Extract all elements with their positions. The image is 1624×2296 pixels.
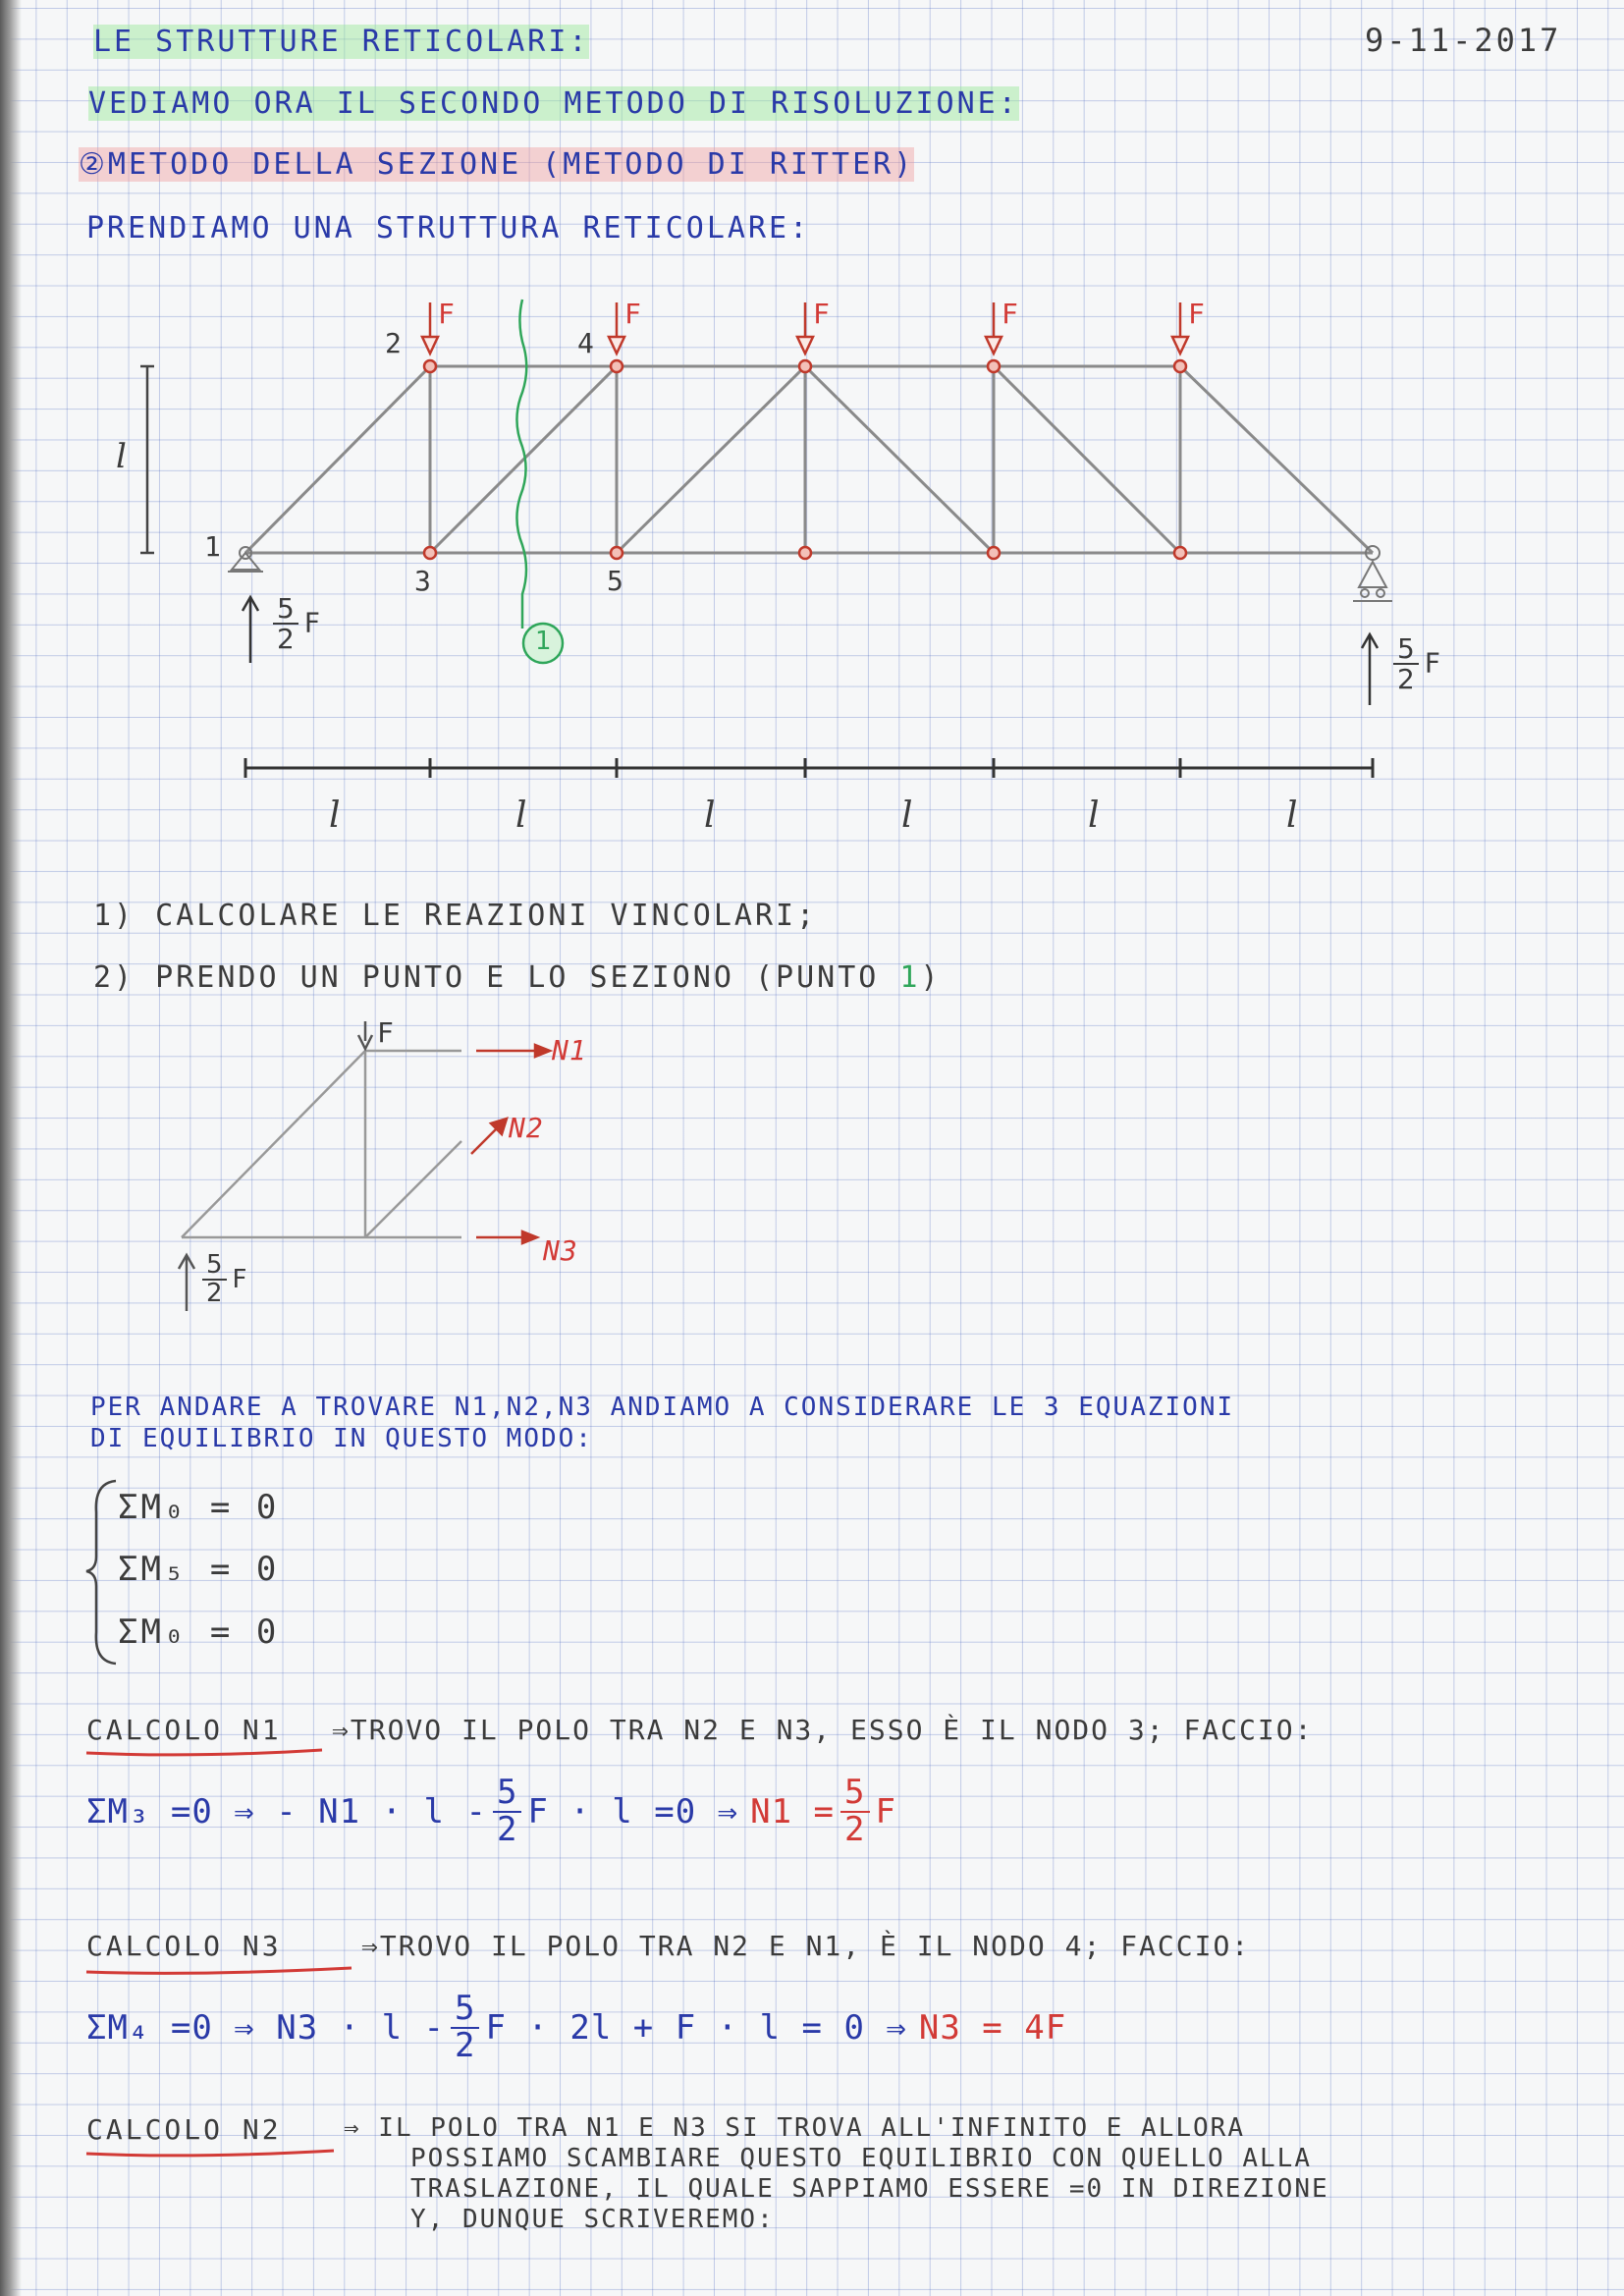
equation-system-brace — [86, 1481, 116, 1664]
span-label-4: l — [901, 795, 916, 836]
force-arrow-n2 — [471, 1126, 499, 1154]
calc-n1-desc: ⇒TROVO IL POLO TRA N2 E N3, ESSO È IL NODO 3; FACCIO: — [332, 1714, 1314, 1746]
span-label-2: l — [515, 795, 530, 836]
equation-2: ΣM₅ = 0 — [118, 1550, 280, 1589]
node-bottom-mid — [799, 547, 811, 559]
calc-n3-desc: ⇒TROVO IL POLO TRA N2 E N1, È IL NODO 4; FACCIO: — [361, 1930, 1251, 1962]
diagonal-mid-right — [805, 366, 994, 553]
calc-n2-label: CALCOLO N2 — [86, 2113, 282, 2146]
calc-n1-label: CALCOLO N1 — [86, 1714, 282, 1746]
force-label-n1: N1 — [552, 1034, 587, 1066]
step-2: 2) PRENDO UN PUNTO E LO SEZIONO (PUNTO 1) — [93, 960, 942, 995]
node-4 — [611, 360, 623, 372]
reaction-right-label: $\frac{5}{2}$ F — [1387, 634, 1440, 694]
load-arrow-3 — [797, 337, 813, 354]
calc-n1-equation: ΣM₃ =0 ⇒ - N1 · l - $\frac{5}{2}$ F · l =0 ⇒ N1 = $\frac{5}{2}$ F — [86, 1773, 896, 1849]
node-2 — [424, 360, 436, 372]
node-top-right-2 — [1174, 360, 1186, 372]
node-3 — [424, 547, 436, 559]
force-label-n3: N3 — [543, 1234, 578, 1267]
page-title: LE STRUTTURE RETICOLARI: — [93, 25, 590, 59]
force-label-n2: N2 — [509, 1112, 544, 1144]
node-5 — [611, 547, 623, 559]
section-reaction-label: $\frac{5}{2}$ F — [196, 1252, 247, 1308]
equilibrium-text-1: PER ANDARE A TROVARE N1,N2,N3 ANDIAMO A CONSIDERARE LE 3 EQUAZIONI — [90, 1393, 1235, 1422]
load-arrow-5 — [1172, 337, 1188, 354]
load-arrow-1 — [422, 337, 438, 354]
intro-line-2: ②METODO DELLA SEZIONE (METODO DI RITTER) — [79, 147, 915, 182]
calc-n2-line-4: Y, DUNQUE SCRIVEREMO: — [410, 2205, 775, 2234]
load-label-5: F — [1188, 298, 1205, 330]
equation-1: ΣM₀ = 0 — [118, 1488, 280, 1527]
diagonal-right-3 — [994, 366, 1180, 553]
reaction-left-label: $\frac{5}{2}$ F — [267, 594, 320, 654]
diagonal-5-mid — [617, 366, 805, 553]
node-top-mid — [799, 360, 811, 372]
calc-n2-line-1: ⇒ IL POLO TRA N1 E N3 SI TROVA ALL'INFINITO E ALLORA — [344, 2113, 1245, 2143]
support-right — [1359, 562, 1386, 587]
step-1: 1) CALCOLARE LE REAZIONI VINCOLARI; — [93, 899, 818, 933]
node-label-5: 5 — [607, 565, 626, 597]
span-label-5: l — [1088, 795, 1103, 836]
equilibrium-text-2: DI EQUILIBRIO IN QUESTO MODO: — [90, 1424, 593, 1453]
calc-n2-line-2: POSSIAMO SCAMBIARE QUESTO EQUILIBRIO CON QUELLO ALLA — [410, 2144, 1312, 2173]
load-label-3: F — [813, 298, 830, 330]
equation-3: ΣM₀ = 0 — [118, 1613, 280, 1652]
load-arrow-2 — [609, 337, 624, 354]
diagonal-1-2 — [245, 366, 430, 553]
node-label-2: 2 — [385, 327, 405, 359]
underline-calc-n2 — [86, 2151, 334, 2156]
diagonal-3-4 — [430, 366, 617, 553]
span-label-1: l — [329, 795, 344, 836]
intro-line-1: VEDIAMO ORA IL SECONDO METODO DI RISOLUZIONE: — [88, 86, 1019, 121]
underline-calc-n3 — [86, 1968, 352, 1973]
page-date: 9-11-2017 — [1365, 22, 1562, 59]
calc-n2-line-3: TRASLAZIONE, IL QUALE SAPPIAMO ESSERE =0 IN DIREZIONE — [410, 2174, 1329, 2204]
intro-line-3: PRENDIAMO UNA STRUTTURA RETICOLARE: — [86, 211, 811, 246]
node-bottom-right-2 — [1174, 547, 1186, 559]
load-label-4: F — [1001, 298, 1018, 330]
section-label: 1 — [535, 627, 555, 656]
span-label-6: l — [1286, 795, 1301, 836]
node-label-3: 3 — [414, 565, 434, 597]
load-label-1: F — [438, 298, 455, 330]
height-label: l — [116, 437, 130, 476]
section-load-label: F — [377, 1016, 394, 1049]
load-label-2: F — [624, 298, 641, 330]
support-left — [232, 553, 259, 570]
span-label-3: l — [704, 795, 719, 836]
section-diagram — [182, 1051, 461, 1237]
node-label-1: 1 — [204, 530, 224, 563]
underline-calc-n1 — [86, 1750, 322, 1755]
diagonal-right-end — [1180, 366, 1373, 553]
calc-n3-label: CALCOLO N3 — [86, 1930, 282, 1962]
load-arrow-4 — [986, 337, 1001, 354]
node-top-right-1 — [988, 360, 1000, 372]
node-bottom-right-1 — [988, 547, 1000, 559]
calc-n3-equation: ΣM₄ =0 ⇒ N3 · l - $\frac{5}{2}$ F · 2l + F · l = 0 ⇒ N3 = 4F — [86, 1989, 1067, 2065]
node-label-4: 4 — [577, 327, 597, 359]
